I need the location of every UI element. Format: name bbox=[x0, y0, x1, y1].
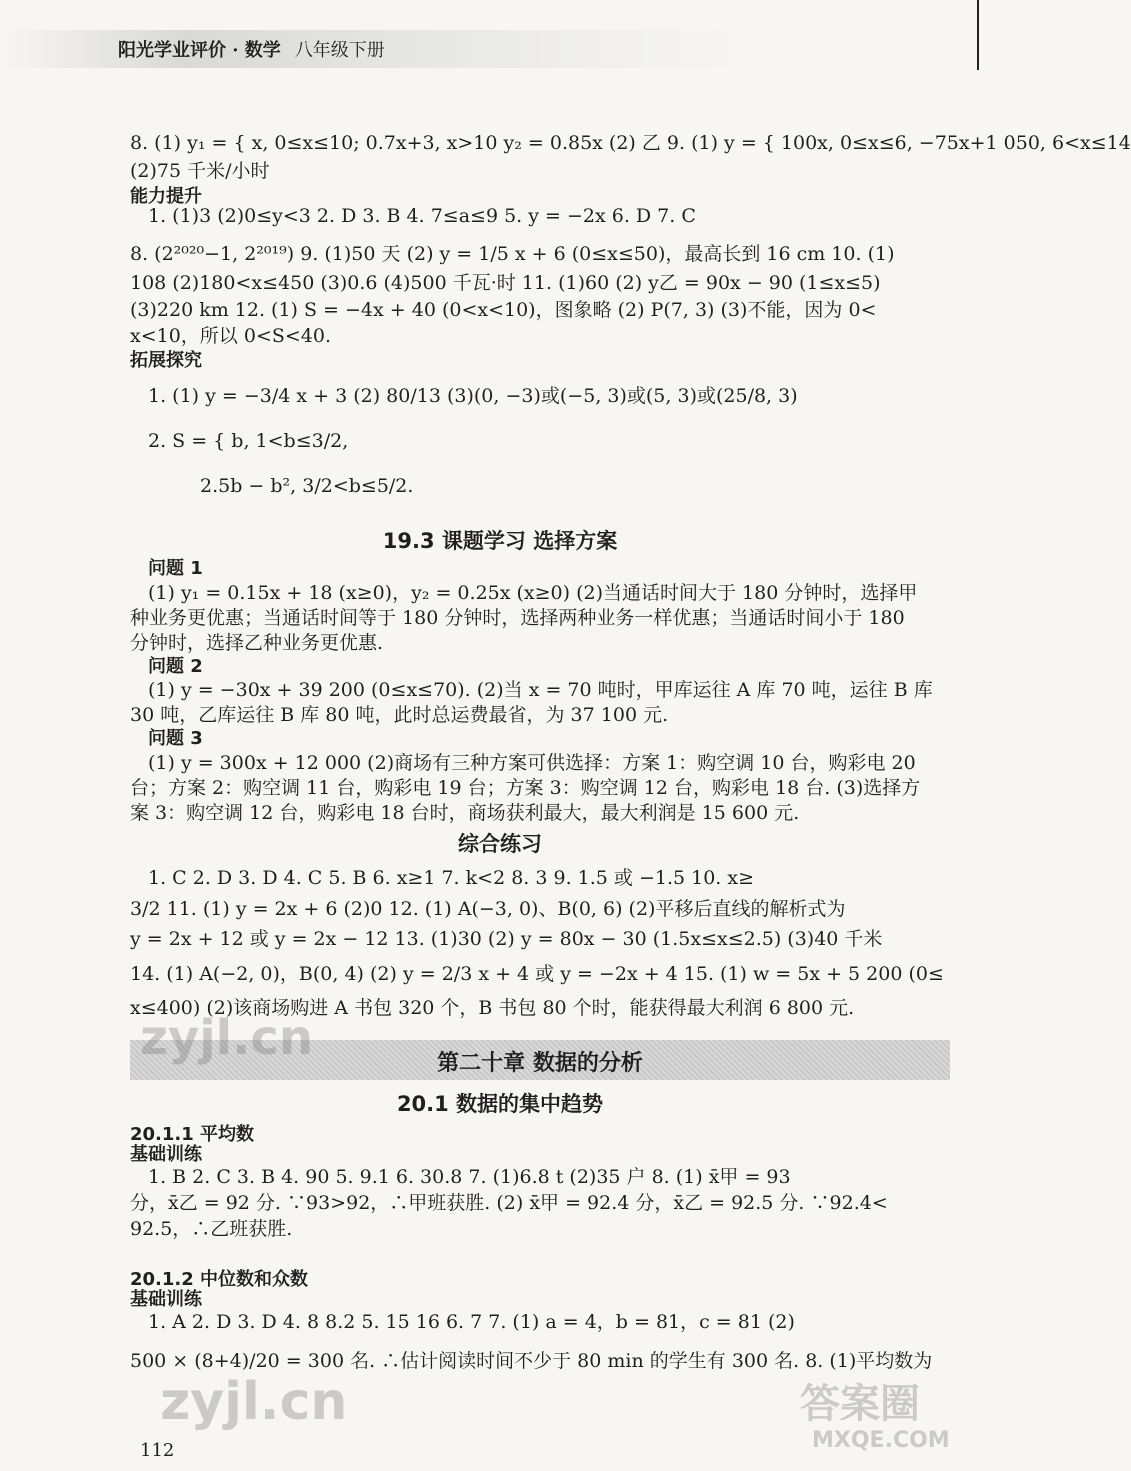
page-number: 112 bbox=[140, 1440, 175, 1461]
answer-line: 3/2 11. (1) y = 2x + 6 (2)0 12. (1) A(−3, 0)、B(0, 6) (2)平移后直线的解析式为 bbox=[130, 898, 846, 920]
subsection-title: 20.1.2 中位数和众数 bbox=[130, 1269, 309, 1290]
answer-line: 1. (1) y = −3/4 x + 3 (2) 80/13 (3)(0, −3)或(−5, 3)或(5, 3)或(25/8, 3) bbox=[148, 385, 798, 407]
answer-line: 台；方案 2：购空调 11 台，购彩电 19 台；方案 3：购空调 12 台，购彩电 18 台. (3)选择方 bbox=[130, 777, 921, 799]
answer-line: 案 3：购空调 12 台，购彩电 18 台时，商场获利最大，最大利润是 15 600 元. bbox=[130, 802, 800, 824]
watermark: zyjl.cn bbox=[140, 1010, 313, 1066]
section-title: 20.1 数据的集中趋势 bbox=[396, 1092, 604, 1116]
answer-line: 2. S = { b, 1<b≤3/2, bbox=[148, 430, 349, 452]
grade-label: 八年级下册 bbox=[294, 40, 385, 61]
section-heading: 拓展探究 bbox=[130, 350, 202, 371]
running-header bbox=[118, 36, 385, 62]
answer-line: 分钟时，选择乙种业务更优惠. bbox=[130, 632, 384, 654]
answer-line: 14. (1) A(−2, 0)，B(0, 4) (2) y = 2/3 x + 4 或 y = −2x + 4 15. (1) w = 5x + 5 200 (0≤ bbox=[130, 963, 944, 985]
answer-line: (1) y₁ = 0.15x + 18 (x≥0)，y₂ = 0.25x (x≥0) (2)当通话时间大于 180 分钟时，选择甲 bbox=[148, 582, 918, 604]
section-heading: 基础训练 bbox=[130, 1289, 202, 1310]
answer-line: 92.5，∴乙班获胜. bbox=[130, 1218, 293, 1240]
answer-line: 30 吨，乙库运往 B 库 80 吨，此时总运费最省，为 37 100 元. bbox=[130, 704, 669, 726]
section-title: 19.3 课题学习 选择方案 bbox=[382, 529, 618, 553]
section-title: 综合练习 bbox=[458, 832, 542, 856]
answer-line: 8. (2²⁰²⁰−1, 2²⁰¹⁹) 9. (1)50 天 (2) y = 1/5 x + 6 (0≤x≤50)，最高长到 16 cm 10. (1) bbox=[130, 243, 895, 265]
watermark: MXQE.COM bbox=[812, 1428, 950, 1453]
answer-line: (3)220 km 12. (1) S = −4x + 40 (0<x<10)，图象略 (2) P(7, 3) (3)不能，因为 0< bbox=[130, 299, 877, 321]
answer-line: (2)75 千米/小时 bbox=[130, 160, 270, 182]
problem-heading: 问题 1 bbox=[148, 558, 203, 579]
book-title: 阳光学业评价 · 数学 bbox=[118, 40, 281, 61]
answer-line: 500 × (8+4)/20 = 300 名. ∴估计阅读时间不少于 80 min 的学生有 300 名. 8. (1)平均数为 bbox=[130, 1350, 933, 1372]
answer-line: 分，x̄乙 = 92 分. ∵93>92，∴甲班获胜. (2) x̄甲 = 92.4 分，x̄乙 = 92.5 分. ∵92.4< bbox=[130, 1192, 888, 1214]
answer-line: x<10，所以 0<S<40. bbox=[130, 325, 332, 347]
right-edge-rule bbox=[977, 0, 979, 70]
answer-line: 1. A 2. D 3. D 4. 8 8.2 5. 15 16 6. 7 7. (1) a = 4，b = 81，c = 81 (2) bbox=[148, 1311, 795, 1333]
problem-heading: 问题 2 bbox=[148, 656, 203, 677]
chapter-title: 第二十章 数据的分析 bbox=[437, 1051, 643, 1076]
answer-line: 8. (1) y₁ = { x, 0≤x≤10; 0.7x+3, x>10 y₂ = 0.85x (2) 乙 9. (1) y = { 100x, 0≤x≤6, −75x+1 050, 6<x≤14 bbox=[130, 132, 1131, 154]
answer-line: 1. (1)3 (2)0≤y<3 2. D 3. B 4. 7≤a≤9 5. y = −2x 6. D 7. C bbox=[148, 205, 696, 227]
watermark: 答案圈 bbox=[800, 1381, 920, 1427]
watermark: zyjl.cn bbox=[160, 1372, 348, 1432]
problem-heading: 问题 3 bbox=[148, 728, 203, 749]
section-heading: 基础训练 bbox=[130, 1144, 202, 1165]
answer-line: 种业务更优惠；当通话时间等于 180 分钟时，选择两种业务一样优惠；当通话时间小于 180 bbox=[130, 607, 905, 629]
answer-line: (1) y = 300x + 12 000 (2)商场有三种方案可供选择：方案 1：购空调 10 台，购彩电 20 bbox=[148, 752, 916, 774]
subsection-title: 20.1.1 平均数 bbox=[130, 1124, 255, 1145]
answer-line: 1. C 2. D 3. D 4. C 5. B 6. x≥1 7. k<2 8. 3 9. 1.5 或 −1.5 10. x≥ bbox=[148, 867, 755, 889]
answer-line: y = 2x + 12 或 y = 2x − 12 13. (1)30 (2) y = 80x − 30 (1.5x≤x≤2.5) (3)40 千米 bbox=[130, 928, 883, 950]
answer-line: 1. B 2. C 3. B 4. 90 5. 9.1 6. 30.8 7. (1)6.8 t (2)35 户 8. (1) x̄甲 = 93 bbox=[148, 1166, 791, 1188]
answer-line: (1) y = −30x + 39 200 (0≤x≤70). (2)当 x = 70 吨时，甲库运往 A 库 70 吨，运往 B 库 bbox=[148, 679, 933, 701]
answer-line: x≤400) (2)该商场购进 A 书包 320 个，B 书包 80 个时，能获得最大利润 6 800 元. bbox=[130, 997, 855, 1019]
answer-line: 108 (2)180<x≤450 (3)0.6 (4)500 千瓦·时 11. (1)60 (2) y乙 = 90x − 90 (1≤x≤5) bbox=[130, 272, 881, 294]
section-heading: 能力提升 bbox=[130, 186, 202, 207]
answer-line: 2.5b − b², 3/2<b≤5/2. bbox=[200, 475, 414, 497]
